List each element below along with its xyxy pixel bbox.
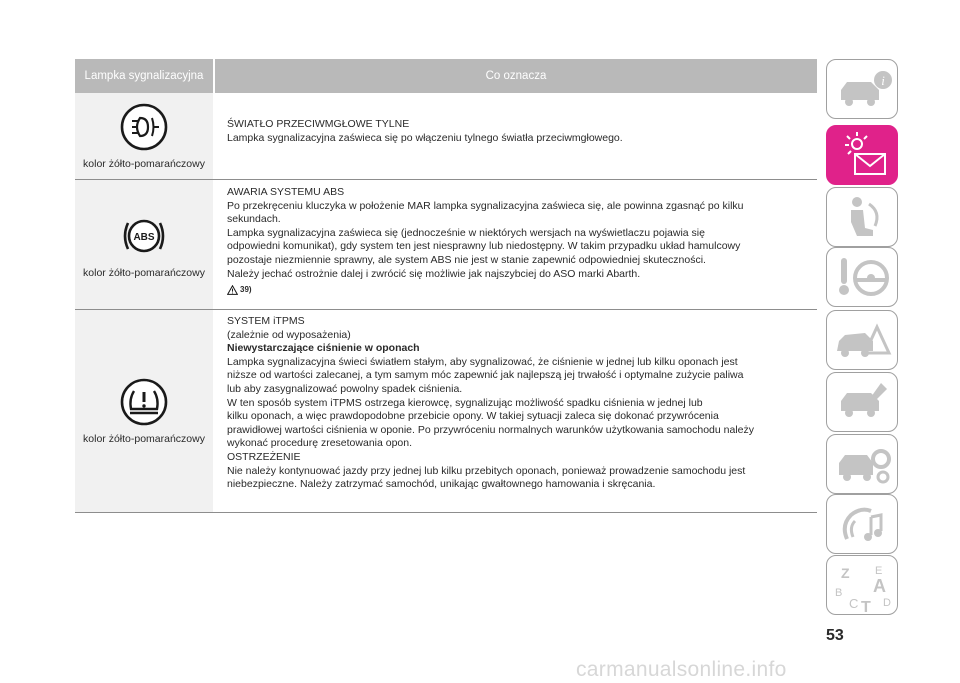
text-line: OSTRZEŻENIE xyxy=(227,450,301,463)
table-row xyxy=(75,310,817,513)
text-line: Należy jechać ostrożnie dalej i zwrócić się możliwie jak najszybciej do ASO marki Abarth. xyxy=(227,267,641,280)
tab-index[interactable] xyxy=(826,555,898,615)
text-line: (zależnie od wyposażenia) xyxy=(227,328,351,341)
svg-text:i: i xyxy=(881,73,885,88)
header-lamp: Lampka sygnalizacyjna xyxy=(84,70,204,82)
svg-text:Z: Z xyxy=(841,565,850,581)
meaning-cell xyxy=(215,310,817,512)
steering-key-icon xyxy=(827,248,899,308)
lamp-cell xyxy=(75,93,213,179)
tab-warning-lights[interactable] xyxy=(826,125,898,185)
table-row xyxy=(75,180,817,310)
text-line: Lampka sygnalizacyjna zaświeca się (jednocześnie w niektórych wersjach na wyświetlaczu pojawia się xyxy=(227,226,705,239)
table-header xyxy=(75,59,817,93)
tab-maintenance[interactable] xyxy=(826,372,898,432)
lamp-color: kolor żółto-pomarańczowy xyxy=(83,433,205,445)
svg-text:A: A xyxy=(873,576,886,596)
page-number: 53 xyxy=(826,627,844,644)
tab-emergency[interactable] xyxy=(826,310,898,370)
svg-text:D: D xyxy=(883,597,891,609)
car-maintenance-icon xyxy=(827,373,899,433)
text-line: kilku oponach, a więc prawdopodobne przebicie opony. W takiej sytuacji zaleca się dokonać przywrócenia xyxy=(227,410,719,423)
lamp-color: kolor żółto-pomarańczowy xyxy=(83,266,205,279)
lamp-color: kolor żółto-pomarańczowy xyxy=(83,158,205,170)
svg-text:C: C xyxy=(849,596,859,611)
tab-car-info[interactable] xyxy=(826,59,898,119)
tab-multimedia[interactable] xyxy=(826,494,898,554)
text-line: odpowiedni komunikat), gdy system ten jest niesprawny lub niedostępny. W takim przypadku układ hamulcowy xyxy=(227,240,741,253)
lamp-cell xyxy=(75,310,213,512)
svg-text:T: T xyxy=(861,599,871,616)
tyre-pressure-icon xyxy=(119,377,169,427)
meaning-cell xyxy=(215,180,817,309)
text-line: niebezpieczne. Należy zatrzymać samochód, unikając gwałtownego hamowania i skręcania. xyxy=(227,478,656,491)
header-meaning: Co oznacza xyxy=(485,70,547,82)
tab-safety[interactable] xyxy=(826,187,898,247)
lamp-cell xyxy=(75,180,213,309)
svg-text:E: E xyxy=(875,565,883,577)
table-row xyxy=(75,93,817,180)
text-line: Nie należy kontynuować jazdy przy jednej lub kilku przebitych oponach, ponieważ prowadzenie samochodu jest xyxy=(227,464,746,477)
tab-technical-data[interactable] xyxy=(826,434,898,494)
svg-text:B: B xyxy=(835,587,843,599)
text-line: SYSTEM iTPMS xyxy=(227,315,305,327)
text-line: AWARIA SYSTEMU ABS xyxy=(227,186,345,198)
multimedia-icon xyxy=(827,495,899,555)
meaning-cell xyxy=(215,93,817,179)
reference-note[interactable] xyxy=(227,283,817,297)
car-info-icon xyxy=(827,60,899,120)
watermark: carmanualsonline.info xyxy=(576,658,787,681)
text-line: Po przekręceniu kluczyka w położenie MAR lampka sygnalizacyjna zaświeca się, ale powinna zgasnąć po kilku xyxy=(227,199,744,212)
reference-number: 39) xyxy=(240,285,252,295)
text-line: sekundach. xyxy=(227,213,281,226)
technical-data-icon xyxy=(827,435,899,495)
warning-triangle-icon xyxy=(227,285,238,295)
text-line: W ten sposób system iTPMS ostrzega kierowcę, sygnalizując możliwość spadku ciśnienia w jednej lub xyxy=(227,396,703,409)
text-line: niższe od wartości zalecanej, a tym samym móc zapewnić jak najlepszą jej trwałość i optymalne zużycie paliwa xyxy=(227,369,744,382)
seat-safety-icon xyxy=(827,188,899,248)
text-line: Lampka sygnalizacyjna zaświeca się po włączeniu tylnego światła przeciwmgłowego. xyxy=(227,131,623,144)
warning-lights-table xyxy=(75,59,817,513)
index-icon xyxy=(827,556,899,616)
text-line: wykonać procedurę zresetowania opon. xyxy=(227,437,413,450)
warning-lights-icon xyxy=(827,126,899,186)
abs-icon-label: ABS xyxy=(133,231,155,243)
abs-warning-icon xyxy=(119,211,169,261)
text-line: pozostaje niezmiennie sprawny, ale system ABS nie jest w stanie zapewnić odpowiedniej skuteczności. xyxy=(227,253,706,266)
text-line: lub aby zasygnalizować powolny spadek ciśnienia. xyxy=(227,382,463,395)
subheading: Niewystarczające ciśnienie w oponach xyxy=(227,342,420,355)
tab-starting-driving[interactable] xyxy=(826,247,898,307)
rear-fog-light-icon xyxy=(119,102,169,152)
text-line: ŚWIATŁO PRZECIWMGŁOWE TYLNE xyxy=(227,118,410,130)
text-line: prawidłowej wartości ciśnienia w oponie. Po przywróceniu normalnych warunków użytkowania samochodu należy xyxy=(227,423,755,436)
text-line: Lampka sygnalizacyjna świeci światłem stałym, aby sygnalizować, że ciśnienie w jednej lub kilku oponach jest xyxy=(227,355,738,368)
breakdown-icon xyxy=(827,311,899,371)
